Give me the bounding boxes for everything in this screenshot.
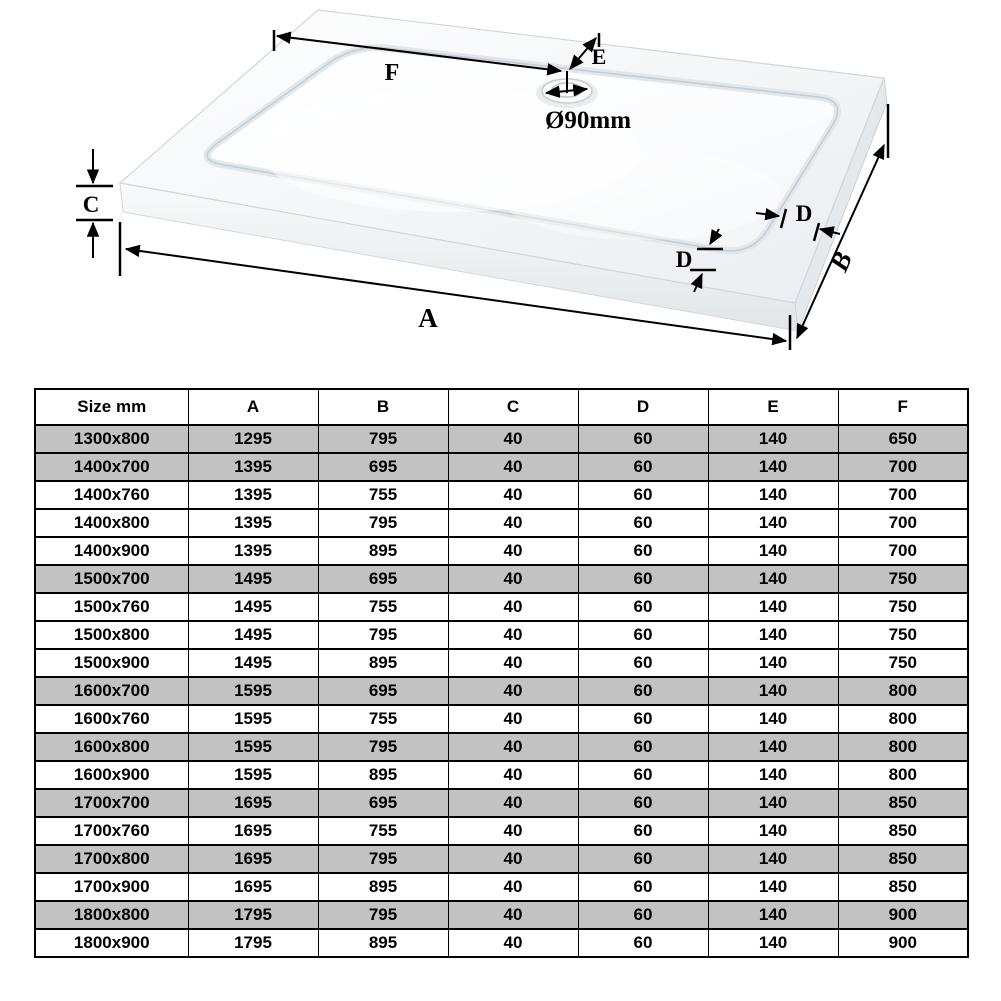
table-row: [35, 845, 968, 873]
table-cell-size: 1600x700: [35, 677, 188, 705]
table-cell-b: 795: [318, 733, 448, 761]
dimension-label-e: E: [591, 44, 607, 69]
table-row: [35, 649, 968, 677]
table-cell-a: 1695: [188, 845, 318, 873]
table-cell-e: 140: [708, 593, 838, 621]
table-cell-size: 1700x700: [35, 789, 188, 817]
table-cell-d: 60: [578, 425, 708, 453]
table-cell-a: 1395: [188, 509, 318, 537]
table-cell-size: 1600x760: [35, 705, 188, 733]
dimension-c: [76, 149, 113, 258]
table-cell-f: 700: [838, 453, 968, 481]
shower-tray-illustration: [120, 10, 887, 331]
table-cell-d: 60: [578, 481, 708, 509]
table-body: [35, 425, 968, 957]
table-cell-c: 40: [448, 425, 578, 453]
table-cell-size: 1800x800: [35, 901, 188, 929]
table-cell-f: 900: [838, 901, 968, 929]
column-header-c: C: [448, 389, 578, 425]
table-cell-c: 40: [448, 845, 578, 873]
table-cell-c: 40: [448, 733, 578, 761]
table-row: [35, 537, 968, 565]
table-cell-b: 755: [318, 481, 448, 509]
table-cell-size: 1400x760: [35, 481, 188, 509]
basin-floor-highlight-2: [500, 150, 780, 240]
table-cell-size: 1500x700: [35, 565, 188, 593]
table-cell-size: 1500x900: [35, 649, 188, 677]
table-row: [35, 593, 968, 621]
table-cell-f: 900: [838, 929, 968, 957]
table-cell-c: 40: [448, 761, 578, 789]
table-cell-a: 1795: [188, 901, 318, 929]
table-cell-a: 1495: [188, 565, 318, 593]
table-cell-c: 40: [448, 509, 578, 537]
table-cell-f: 700: [838, 537, 968, 565]
table-row: [35, 929, 968, 957]
table-row: [35, 705, 968, 733]
table-cell-c: 40: [448, 677, 578, 705]
table-cell-d: 60: [578, 565, 708, 593]
table-cell-f: 850: [838, 845, 968, 873]
table-cell-b: 795: [318, 845, 448, 873]
column-header-a: A: [188, 389, 318, 425]
table-cell-d: 60: [578, 509, 708, 537]
table-cell-e: 140: [708, 845, 838, 873]
table-cell-f: 800: [838, 677, 968, 705]
table-cell-f: 800: [838, 705, 968, 733]
table-cell-b: 895: [318, 873, 448, 901]
table-row: [35, 481, 968, 509]
table-cell-a: 1595: [188, 733, 318, 761]
dimension-label-d-front: D: [675, 247, 693, 272]
table-cell-a: 1695: [188, 789, 318, 817]
table-cell-size: 1500x760: [35, 593, 188, 621]
table-cell-e: 140: [708, 425, 838, 453]
table-cell-e: 140: [708, 817, 838, 845]
table-cell-e: 140: [708, 733, 838, 761]
table-cell-c: 40: [448, 481, 578, 509]
table-cell-d: 60: [578, 537, 708, 565]
dimension-label-b: B: [823, 247, 859, 276]
table-cell-b: 795: [318, 425, 448, 453]
table-cell-f: 800: [838, 761, 968, 789]
table-cell-e: 140: [708, 649, 838, 677]
table-cell-e: 140: [708, 901, 838, 929]
table-row: [35, 733, 968, 761]
column-header-size-mm: Size mm: [35, 389, 188, 425]
dimension-label-d-side: D: [795, 201, 813, 226]
table-cell-size: 1300x800: [35, 425, 188, 453]
table-cell-size: 1400x700: [35, 453, 188, 481]
table-cell-f: 750: [838, 593, 968, 621]
table-row: [35, 901, 968, 929]
table-row: [35, 425, 968, 453]
table-cell-d: 60: [578, 453, 708, 481]
table-cell-f: 750: [838, 565, 968, 593]
size-spec-table: [34, 388, 969, 958]
table-cell-a: 1795: [188, 929, 318, 957]
table-cell-c: 40: [448, 817, 578, 845]
column-header-b: B: [318, 389, 448, 425]
table-row: [35, 509, 968, 537]
table-cell-c: 40: [448, 901, 578, 929]
table-row: [35, 565, 968, 593]
table-cell-f: 850: [838, 873, 968, 901]
table-cell-b: 695: [318, 453, 448, 481]
table-cell-size: 1600x800: [35, 733, 188, 761]
table-cell-f: 700: [838, 481, 968, 509]
table-cell-c: 40: [448, 649, 578, 677]
table-cell-size: 1800x900: [35, 929, 188, 957]
table-cell-a: 1495: [188, 649, 318, 677]
table-cell-e: 140: [708, 453, 838, 481]
table-row: [35, 761, 968, 789]
table-cell-c: 40: [448, 453, 578, 481]
table-cell-c: 40: [448, 873, 578, 901]
table-cell-a: 1695: [188, 873, 318, 901]
dimension-label-f: F: [384, 60, 400, 86]
table-cell-e: 140: [708, 705, 838, 733]
table-cell-size: 1700x760: [35, 817, 188, 845]
table-cell-f: 850: [838, 817, 968, 845]
table-cell-f: 700: [838, 509, 968, 537]
table-cell-d: 60: [578, 649, 708, 677]
table-cell-f: 650: [838, 425, 968, 453]
table-row: [35, 873, 968, 901]
table-cell-b: 755: [318, 817, 448, 845]
table-cell-e: 140: [708, 481, 838, 509]
table-cell-d: 60: [578, 817, 708, 845]
table-cell-e: 140: [708, 761, 838, 789]
column-header-d: D: [578, 389, 708, 425]
table-cell-f: 750: [838, 649, 968, 677]
table-cell-size: 1400x800: [35, 509, 188, 537]
table-cell-c: 40: [448, 621, 578, 649]
table-cell-e: 140: [708, 929, 838, 957]
table-cell-e: 140: [708, 873, 838, 901]
table-cell-size: 1400x900: [35, 537, 188, 565]
table-cell-b: 695: [318, 677, 448, 705]
table-cell-d: 60: [578, 705, 708, 733]
dimension-label-a: A: [418, 303, 438, 333]
table-cell-size: 1700x800: [35, 845, 188, 873]
table-cell-a: 1395: [188, 537, 318, 565]
table-cell-d: 60: [578, 845, 708, 873]
table-cell-d: 60: [578, 901, 708, 929]
table-cell-c: 40: [448, 537, 578, 565]
table-cell-d: 60: [578, 929, 708, 957]
table-cell-f: 750: [838, 621, 968, 649]
table-cell-a: 1595: [188, 677, 318, 705]
table-cell-d: 60: [578, 789, 708, 817]
dimension-label-c: C: [82, 192, 100, 217]
table-cell-a: 1695: [188, 817, 318, 845]
table-row: [35, 621, 968, 649]
table-cell-e: 140: [708, 565, 838, 593]
table-cell-b: 795: [318, 509, 448, 537]
table-cell-size: 1700x900: [35, 873, 188, 901]
product-diagram: [0, 0, 1001, 388]
table-cell-c: 40: [448, 789, 578, 817]
drain-diameter-label: Ø90mm: [544, 107, 632, 134]
table-cell-a: 1395: [188, 481, 318, 509]
table-cell-a: 1495: [188, 621, 318, 649]
column-header-f: F: [838, 389, 968, 425]
table-cell-b: 795: [318, 901, 448, 929]
table-cell-b: 795: [318, 621, 448, 649]
table-cell-e: 140: [708, 677, 838, 705]
table-cell-f: 850: [838, 789, 968, 817]
table-cell-e: 140: [708, 789, 838, 817]
table-row: [35, 789, 968, 817]
table-cell-d: 60: [578, 593, 708, 621]
table-cell-b: 695: [318, 565, 448, 593]
table-cell-e: 140: [708, 509, 838, 537]
table-cell-d: 60: [578, 873, 708, 901]
table-row: [35, 677, 968, 705]
table-row: [35, 817, 968, 845]
table-cell-e: 140: [708, 537, 838, 565]
table-cell-c: 40: [448, 565, 578, 593]
table-cell-d: 60: [578, 621, 708, 649]
table-header-row: [35, 389, 968, 425]
table-cell-c: 40: [448, 593, 578, 621]
table-cell-a: 1595: [188, 761, 318, 789]
shower-tray-diagram-section: [0, 0, 1001, 388]
table-cell-d: 60: [578, 761, 708, 789]
table-cell-a: 1295: [188, 425, 318, 453]
table-cell-size: 1600x900: [35, 761, 188, 789]
table-cell-f: 800: [838, 733, 968, 761]
table-cell-d: 60: [578, 677, 708, 705]
table-cell-b: 895: [318, 929, 448, 957]
table-cell-a: 1595: [188, 705, 318, 733]
table-cell-e: 140: [708, 621, 838, 649]
table-cell-b: 755: [318, 705, 448, 733]
table-cell-a: 1395: [188, 453, 318, 481]
table-cell-c: 40: [448, 705, 578, 733]
table-cell-b: 695: [318, 789, 448, 817]
table-cell-b: 895: [318, 761, 448, 789]
table-cell-a: 1495: [188, 593, 318, 621]
column-header-e: E: [708, 389, 838, 425]
table-cell-d: 60: [578, 733, 708, 761]
table-cell-b: 895: [318, 649, 448, 677]
table-cell-c: 40: [448, 929, 578, 957]
table-cell-b: 895: [318, 537, 448, 565]
table-cell-size: 1500x800: [35, 621, 188, 649]
table-cell-b: 755: [318, 593, 448, 621]
table-row: [35, 453, 968, 481]
